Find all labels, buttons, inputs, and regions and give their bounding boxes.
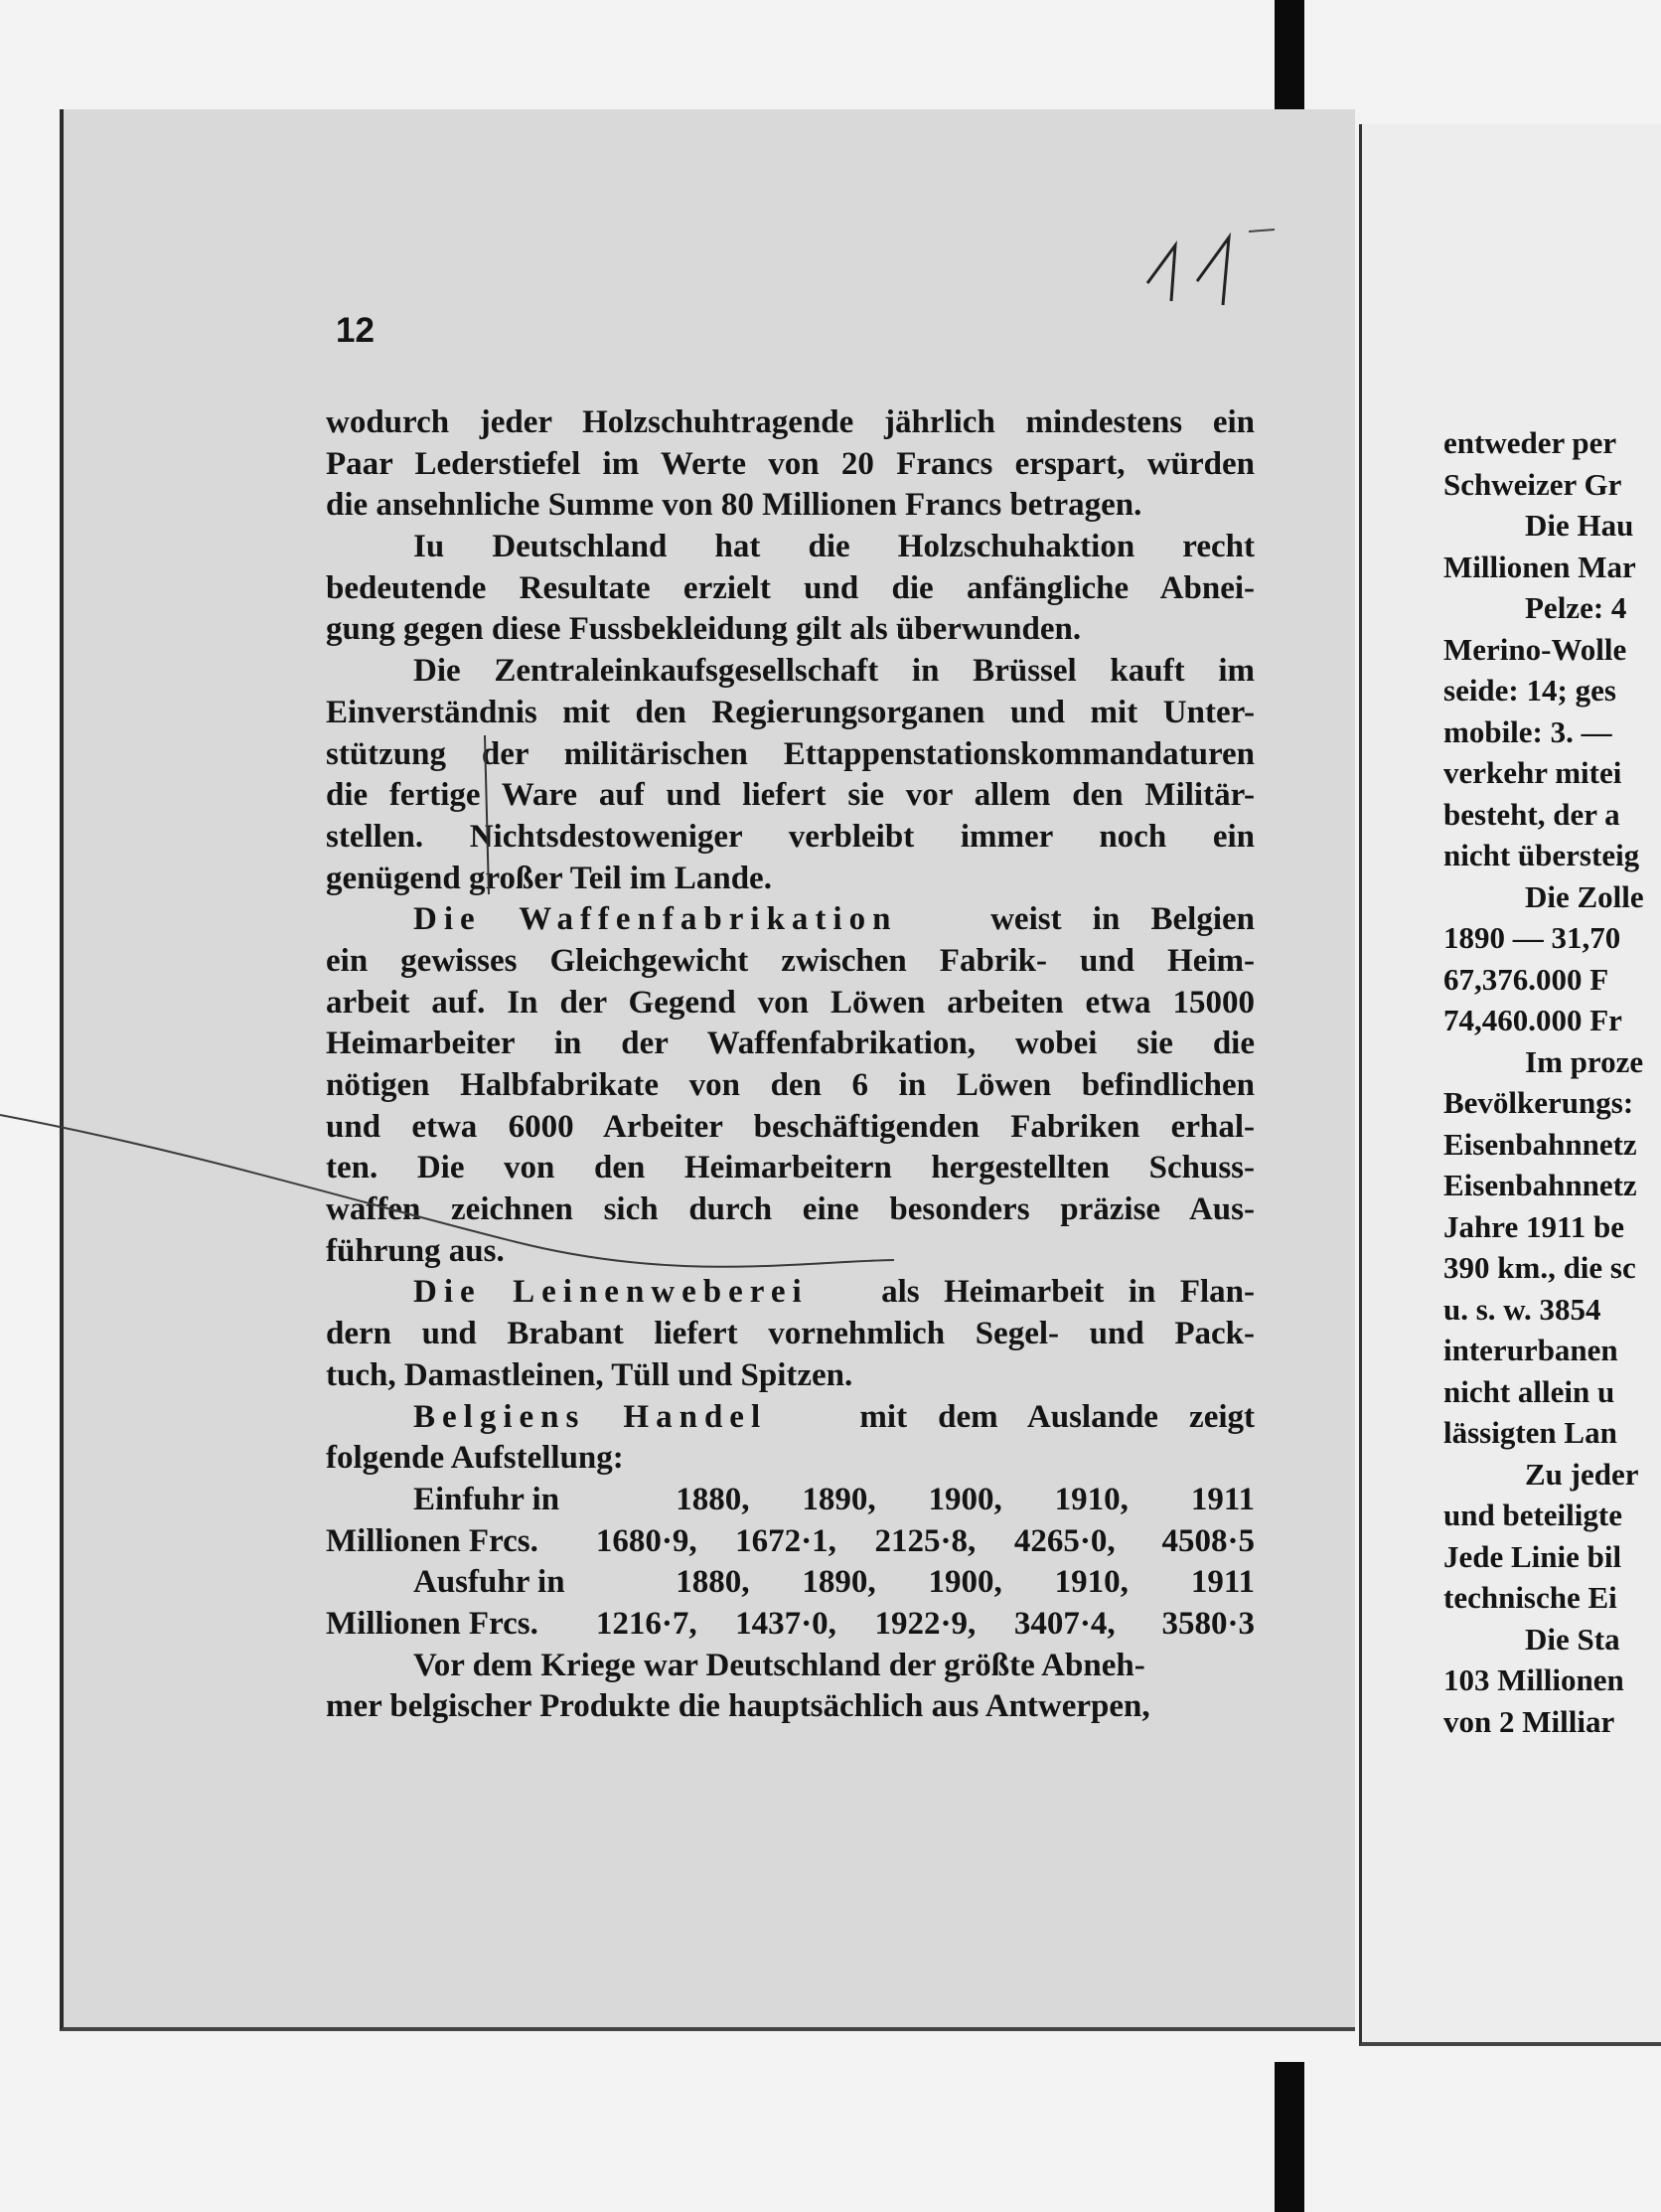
table-cell: 2125·8,	[874, 1522, 977, 1559]
import-years-row	[326, 1480, 1255, 1521]
paragraph-leinenweberei-lines	[326, 1314, 1255, 1396]
text-line: bedeutende Resultate erzielt und die anfängliche Abnei-	[326, 569, 1255, 606]
text-line: interurbanen	[1443, 1333, 1618, 1367]
table-cell: 1216·7,	[595, 1605, 697, 1642]
text-line: Bevölkerungs:	[1443, 1085, 1634, 1120]
line-text: mit dem Auslande zeigt	[859, 1398, 1255, 1435]
text-line: verkehr mitei	[1443, 755, 1622, 790]
table-cell: 1437·0,	[735, 1605, 836, 1642]
table-cell: 1900,	[928, 1564, 1002, 1601]
text-line: Die Zolle	[1525, 878, 1644, 914]
text-line: Jede Linie bil	[1443, 1538, 1622, 1574]
handwritten-folio-number	[1137, 224, 1277, 313]
export-values-row	[326, 1604, 1255, 1646]
text-line: Heimarbeiter in der Waffenfabrikation, wobei sie die	[326, 1026, 1255, 1062]
text-line: Merino-Wolle	[1443, 631, 1627, 667]
text-line: die ansehnliche Summe von 80 Millionen Francs betragen.	[326, 487, 1142, 524]
text-line: technische Ei	[1443, 1580, 1617, 1615]
text-line: Zu jeder	[1525, 1456, 1639, 1492]
text-line: Jahre 1911 be	[1443, 1208, 1624, 1244]
line-text: als Heimarbeit in Flan-	[881, 1274, 1256, 1311]
paragraph-handel	[326, 1397, 1255, 1480]
table-cell: 3407·4,	[1013, 1605, 1116, 1642]
text-line: stützung der militärischen Ettappenstationskommandaturen	[326, 735, 1255, 772]
text-line: nicht allein u	[1443, 1373, 1615, 1409]
import-values-row	[326, 1521, 1255, 1563]
paragraph-holzschuh	[326, 402, 1255, 527]
table-cell: 1900,	[928, 1481, 1002, 1517]
text-line: nötigen Halbfabrikate von den 6 in Löwen befindlichen	[326, 1067, 1255, 1103]
text-line: wodurch jeder Holzschuhtragende jährlich mindestens ein	[326, 404, 1255, 440]
text-line: 67,376.000 F	[1443, 961, 1609, 997]
text-line: waffen zeichnen sich durch eine besonders präzise Aus-	[326, 1191, 1255, 1228]
table-cell: 1890,	[802, 1564, 876, 1601]
text-line: 103 Millionen	[1443, 1662, 1624, 1697]
binding-gap-bottom	[1275, 2062, 1304, 2212]
table-cell: 4265·0,	[1013, 1522, 1116, 1559]
table-row-label: Millionen Frcs.	[326, 1605, 538, 1642]
text-line: u. s. w. 3854	[1443, 1291, 1601, 1327]
table-cell: 1922·9,	[874, 1605, 977, 1642]
text-line: 1890 — 31,70	[1443, 920, 1621, 955]
text-line: und beteiligte	[1443, 1498, 1622, 1532]
table-cell: 1880,	[676, 1481, 750, 1517]
scan-fold-line	[477, 735, 507, 894]
binding-gap-top	[1275, 0, 1304, 119]
paragraph-kriege	[326, 1646, 1255, 1728]
right-page-text	[1443, 422, 1661, 1742]
text-line: Pelze: 4	[1525, 590, 1627, 625]
text-line: Schweizer Gr	[1443, 466, 1622, 502]
term-leinenweberei: Die Leinenweberei	[413, 1274, 809, 1311]
table-row-label: Einfuhr in	[413, 1481, 560, 1517]
text-line: Eisenbahnnetz	[1443, 1168, 1637, 1202]
text-line: die fertige Ware auf und liefert sie vor allem den Militär-	[326, 777, 1255, 814]
text-line: gung gegen diese Fussbekleidung gilt als überwunden.	[326, 611, 1082, 648]
text-line: mer belgischer Produkte die hauptsächlich aus Antwerpen,	[326, 1688, 1150, 1725]
text-line: dern und Brabant liefert vornehmlich Segel- und Pack-	[326, 1316, 1255, 1352]
table-row-label: Millionen Frcs.	[326, 1522, 538, 1559]
text-line: arbeit auf. In der Gegend von Löwen arbeiten etwa 15000	[326, 984, 1255, 1021]
line-text: weist in Belgien	[990, 901, 1256, 938]
text-line: und etwa 6000 Arbeiter beschäftigenden Fabriken erhal-	[326, 1108, 1255, 1145]
paragraph-deutschland	[326, 527, 1255, 651]
text-line: Die Zentraleinkaufsgesellschaft in Brüssel kauft im	[413, 653, 1255, 690]
table-cell: 1672·1,	[735, 1522, 836, 1559]
right-page	[1359, 124, 1661, 2046]
text-line: Vor dem Kriege war Deutschland der größte Abneh-	[413, 1647, 1145, 1683]
text-line: Paar Lederstiefel im Werte von 20 Francs erspart, würden	[326, 445, 1255, 482]
table-cell: 1911	[1190, 1564, 1255, 1601]
table-cell: 1890,	[802, 1481, 876, 1517]
term-waffenfabrikation: Die Waffenfabrikation	[413, 901, 898, 938]
text-line: Die Hau	[1525, 508, 1634, 543]
paragraph-leinenweberei	[326, 1272, 1255, 1396]
text-line: Einverständnis mit den Regierungsorganen und mit Unter-	[326, 694, 1255, 730]
text-line: genügend großer Teil im Lande.	[326, 860, 772, 896]
page-number: 12	[336, 311, 375, 350]
text-line: Die Sta	[1525, 1621, 1620, 1657]
table-cell: 1911	[1190, 1481, 1255, 1517]
trade-table	[326, 1480, 1255, 1646]
text-line: 390 km., die sc	[1443, 1250, 1636, 1285]
text-line: führung aus.	[326, 1232, 505, 1269]
table-row-label: Ausfuhr in	[413, 1564, 565, 1601]
text-line: besteht, der a	[1443, 796, 1620, 832]
text-line: seide: 14; ges	[1443, 673, 1616, 708]
table-cell: 1880,	[676, 1564, 750, 1601]
text-line: ten. Die von den Heimarbeitern hergestellten Schuss-	[326, 1150, 1255, 1186]
text-line: von 2 Milliar	[1443, 1703, 1615, 1739]
left-page-text	[326, 402, 1255, 1728]
table-cell: 1910,	[1054, 1564, 1129, 1601]
text-line: Millionen Mar	[1443, 549, 1636, 584]
text-line: stellen. Nichtsdestoweniger verbleibt immer noch ein	[326, 818, 1255, 855]
paragraph-handel-lines	[326, 1438, 1255, 1480]
table-cell: 4508·5	[1161, 1522, 1255, 1559]
scan-scratch-line	[0, 1093, 894, 1272]
paragraph-zentraleinkauf	[326, 651, 1255, 899]
text-line: entweder per	[1443, 425, 1617, 460]
text-line: lässigten Lan	[1443, 1415, 1617, 1450]
text-line: 74,460.000 Fr	[1443, 1003, 1622, 1037]
text-line: folgende Aufstellung:	[326, 1440, 624, 1477]
text-line: Eisenbahnnetz	[1443, 1126, 1637, 1162]
text-line: Im proze	[1525, 1043, 1644, 1079]
term-handel: Belgiens Handel	[413, 1398, 768, 1435]
table-cell: 3580·3	[1161, 1605, 1255, 1642]
text-line: mobile: 3. —	[1443, 713, 1612, 749]
text-line: Iu Deutschland hat die Holzschuhaktion recht	[413, 529, 1255, 565]
table-cell: 1910,	[1054, 1481, 1129, 1517]
export-years-row	[326, 1562, 1255, 1604]
text-line: ein gewisses Gleichgewicht zwischen Fabrik- und Heim-	[326, 942, 1255, 979]
text-line: tuch, Damastleinen, Tüll und Spitzen.	[326, 1356, 853, 1393]
table-cell: 1680·9,	[595, 1522, 697, 1559]
text-line: nicht übersteig	[1443, 838, 1640, 872]
